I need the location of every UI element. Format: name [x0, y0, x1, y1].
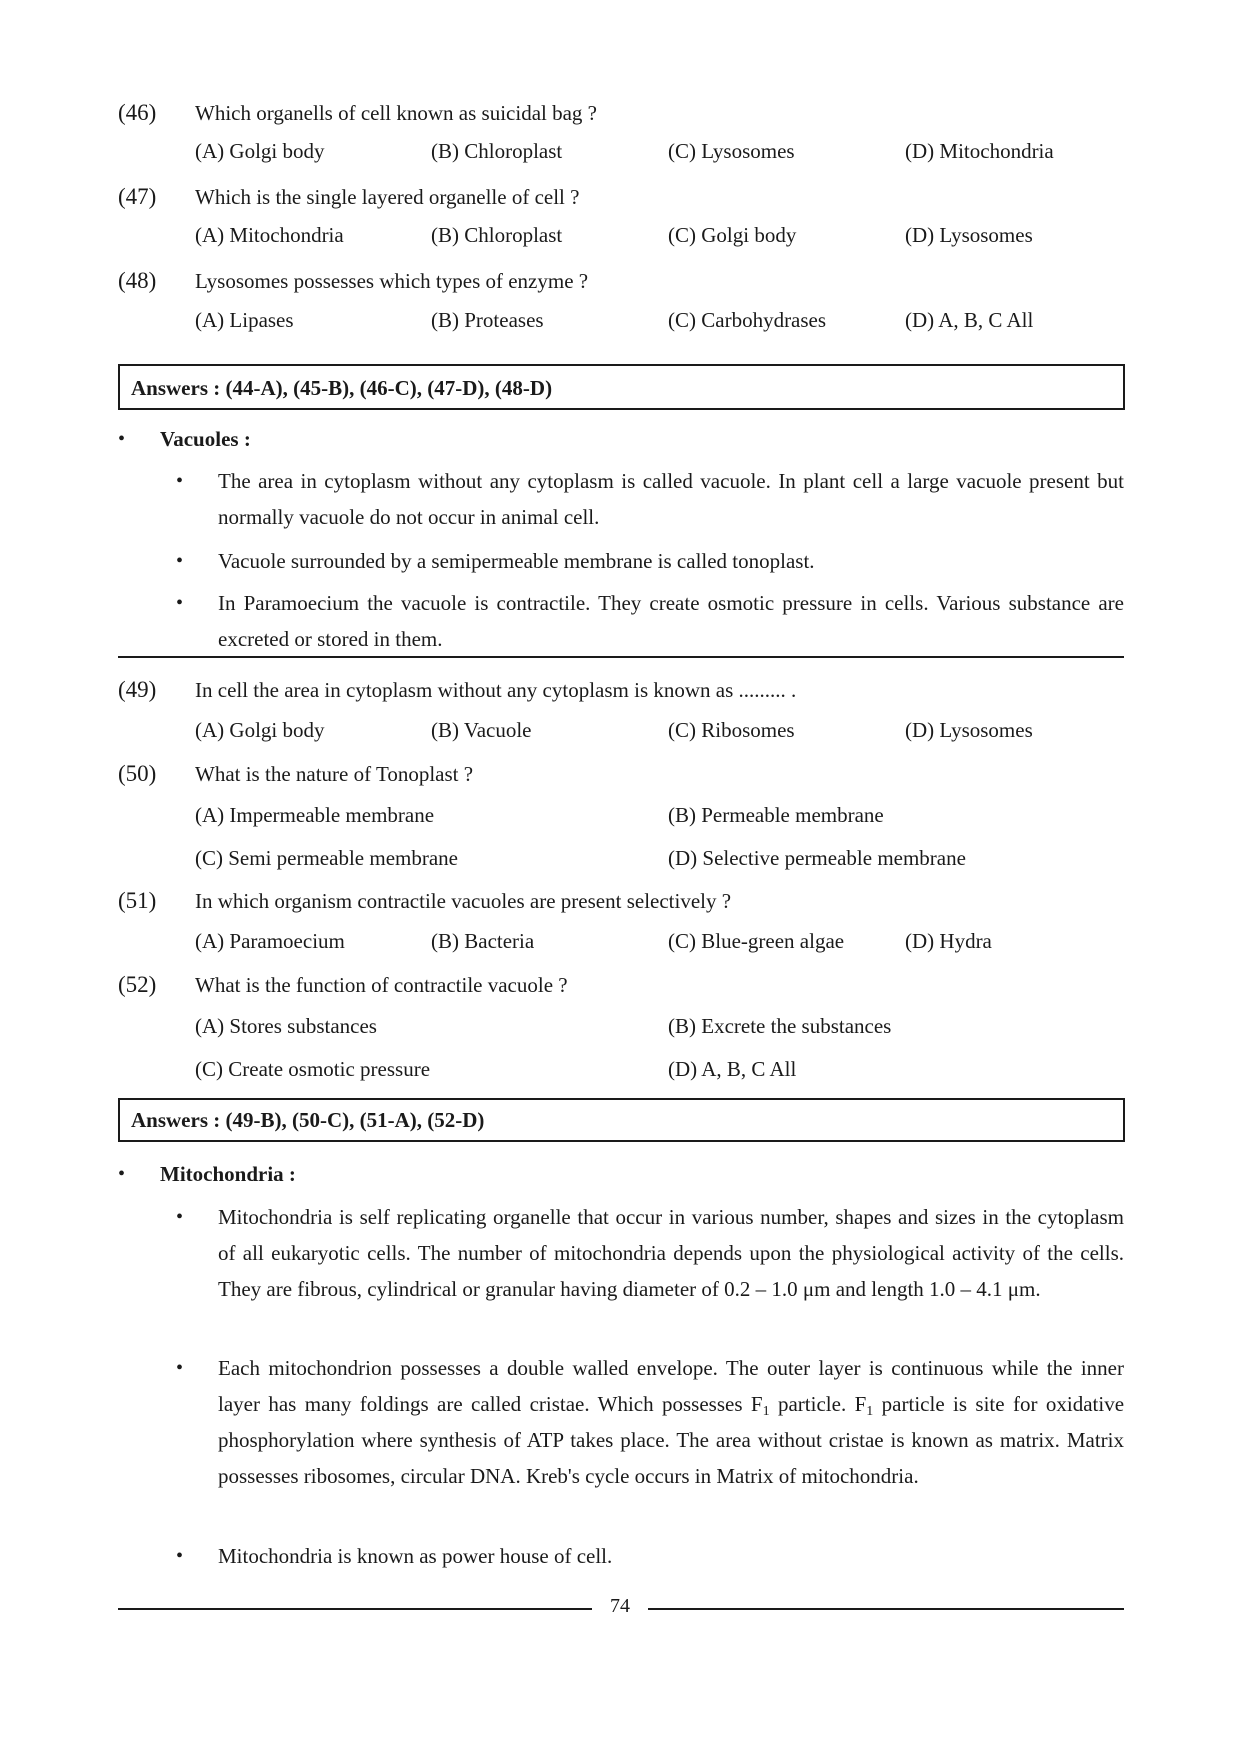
question-text: What is the function of contractile vacuole ?	[195, 973, 568, 997]
section-divider	[118, 656, 1124, 658]
mitochondria-paragraph: Mitochondria is known as power house of cell.	[218, 1544, 613, 1568]
option-c: (C) Create osmotic pressure	[195, 1057, 431, 1081]
option-b: (B) Excrete the substances	[668, 1014, 892, 1038]
bullet-point: •	[176, 1357, 184, 1379]
vacuole-paragraph: In Paramoecium the vacuole is contractile. They create osmotic pressure in cells. Various substance are excreted or stored in them.	[218, 591, 1124, 651]
question-text: Lysosomes possesses which types of enzyme ?	[195, 269, 589, 293]
vacuole-paragraph: The area in cytoplasm without any cytoplasm is called vacuole. In plant cell a large vacuole present but normally vacuole do not occur in animal cell.	[218, 469, 1124, 529]
footer-rule-right	[648, 1608, 1124, 1610]
question-number: (52)	[118, 972, 157, 997]
bullet-point: •	[176, 1206, 184, 1228]
option-d: (D) Mitochondria	[905, 139, 1054, 163]
vacuole-paragraph: Vacuole surrounded by a semipermeable membrane is called tonoplast.	[218, 549, 815, 573]
section-heading-vacuoles: Vacuoles :	[160, 427, 251, 451]
question-text: Which is the single layered organelle of cell ?	[195, 185, 580, 209]
option-a: (A) Paramoecium	[195, 929, 345, 953]
option-a: (A) Impermeable membrane	[195, 803, 435, 827]
option-c: (C) Carbohydrases	[668, 308, 827, 332]
option-d: (D) Lysosomes	[905, 718, 1033, 742]
bullet-point: •	[176, 470, 184, 492]
section-heading-mitochondria: Mitochondria :	[160, 1162, 296, 1186]
question-number: (51)	[118, 888, 157, 913]
question-number: (47)	[118, 184, 157, 209]
question-number: (49)	[118, 677, 157, 702]
option-b: (B) Bacteria	[431, 929, 535, 953]
option-a: (A) Lipases	[195, 308, 294, 332]
option-a: (A) Golgi body	[195, 139, 325, 163]
bullet-point: •	[176, 1545, 184, 1567]
question-number: (48)	[118, 268, 157, 293]
option-a: (A) Mitochondria	[195, 223, 344, 247]
question-text: Which organells of cell known as suicidal bag ?	[195, 101, 597, 125]
option-b: (B) Permeable membrane	[668, 803, 884, 827]
option-b: (B) Vacuole	[431, 718, 532, 742]
option-d: (D) A, B, C All	[668, 1057, 797, 1081]
option-a: (A) Golgi body	[195, 718, 325, 742]
section-bullet: •	[118, 1163, 126, 1185]
option-c: (C) Golgi body	[668, 223, 797, 247]
option-c: (C) Blue-green algae	[668, 929, 845, 953]
section-bullet: •	[118, 428, 126, 450]
question-text: What is the nature of Tonoplast ?	[195, 762, 474, 786]
page-number: 74	[610, 1595, 630, 1617]
option-d: (D) Selective permeable membrane	[668, 846, 966, 870]
question-text: In cell the area in cytoplasm without any cytoplasm is known as ......... .	[195, 678, 797, 702]
option-d: (D) Hydra	[905, 929, 992, 953]
answers-box: Answers : (49-B), (50-C), (51-A), (52-D)	[118, 1098, 1125, 1142]
question-number: (50)	[118, 761, 157, 786]
option-b: (B) Proteases	[431, 308, 544, 332]
mitochondria-paragraph: Each mitochondrion possesses a double walled envelope. The outer layer is continuous while the inner layer has many foldings are called cristae. Which possesses $F_1$ particle. $F_1$ particle is site for oxidative phosphorylation where synthesis of ATP takes place. The area without cristae is known as matrix. Matrix possesses ribosomes, circular DNA. Kreb's cycle occurs in Matrix of mitochondria.	[218, 1356, 1125, 1488]
option-c: (C) Semi permeable membrane	[195, 846, 458, 870]
option-b: (B) Chloroplast	[431, 223, 563, 247]
footer-rule-left	[118, 1608, 592, 1610]
option-a: (A) Stores substances	[195, 1014, 377, 1038]
question-number: (46)	[118, 100, 157, 125]
bullet-point: •	[176, 592, 184, 614]
bullet-point: •	[176, 550, 184, 572]
option-c: (C) Lysosomes	[668, 139, 795, 163]
question-text: In which organism contractile vacuoles are present selectively ?	[195, 889, 732, 913]
option-b: (B) Chloroplast	[431, 139, 563, 163]
mitochondria-paragraph: Mitochondria is self replicating organelle that occur in various number, shapes and sizes in the cytoplasm of all eukaryotic cells. The number of mitochondria depends upon the physiological activity of the cells. They are fibrous, cylindrical or granular having diameter of 0.2 – 1.0 μm and length 1.0 – 4.1 μm.	[218, 1205, 1124, 1301]
answers-box: Answers : (44-A), (45-B), (46-C), (47-D), (48-D)	[118, 364, 1125, 410]
option-d: (D) A, B, C All	[905, 308, 1034, 332]
option-d: (D) Lysosomes	[905, 223, 1033, 247]
option-c: (C) Ribosomes	[668, 718, 795, 742]
